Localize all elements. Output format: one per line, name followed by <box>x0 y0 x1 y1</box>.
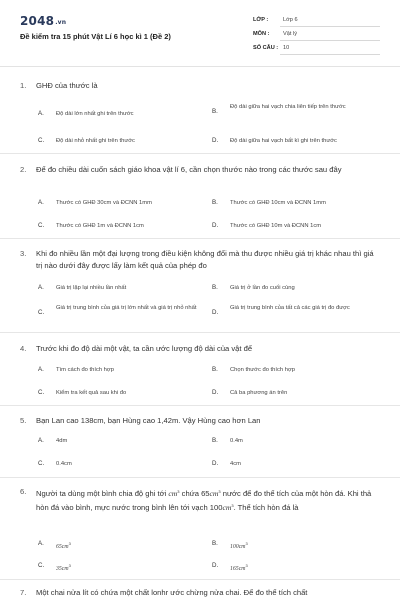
option-b[interactable]: B. Độ dài giữa hai vạch chia liên tiếp trên thước <box>212 104 346 115</box>
question-divider <box>0 477 400 478</box>
divider <box>280 40 380 41</box>
question-text: 7. Một chai nửa lít có chứa một chất lonhr ước chừng nửa chai. Để đo thể tích chất <box>20 588 308 597</box>
option-d[interactable]: D. $165cm^3$ <box>212 562 248 572</box>
question-divider <box>0 153 400 154</box>
question-divider <box>0 579 400 580</box>
option-a[interactable]: A. Thước có GHĐ 30cm và ĐCNN 1mm <box>38 199 152 206</box>
option-c[interactable]: C. Giá trị trung bình của giá trị lớn nhất và giá trị nhỏ nhất <box>38 305 197 316</box>
option-a[interactable]: A. Tìm cách đo thích hợp <box>38 366 114 373</box>
option-c[interactable]: C. Độ dài nhỏ nhất ghi trên thước <box>38 137 135 144</box>
question-divider <box>0 332 400 333</box>
exam-header <box>0 0 400 62</box>
option-b[interactable]: B. 0.4m <box>212 437 243 444</box>
option-a[interactable]: A. Độ dài lớn nhất ghi trên thước <box>38 110 134 117</box>
question-text: 2. Để đo chiều dài cuốn sách giáo khoa vật lí 6, cần chọn thước nào trong các thước sau đây <box>20 165 342 174</box>
option-d[interactable]: D. Thước có GHĐ 10m và ĐCNN 1cm <box>212 222 322 229</box>
question-count-info: SỐ CÂU : 10 <box>253 45 290 51</box>
option-b[interactable]: B. $100cm^3$ <box>212 540 248 550</box>
divider <box>280 26 380 27</box>
option-b[interactable]: B. Chọn thước đo thích hợp <box>212 366 295 373</box>
question-text: 3. Khi đo nhiều lần một đại lượng trong điều kiện không đổi mà thu được nhiều giá trị khác nhau thì giá trị nào dưới đây được lấy làm kết quả của phép đo <box>20 249 374 270</box>
question-divider <box>0 238 400 239</box>
question-2 <box>20 164 380 176</box>
subject-info: MÔN : Vật lý <box>253 31 297 37</box>
question-text: 4. Trước khi đo độ dài một vật, ta cần ước lượng độ dài của vật để <box>20 344 253 353</box>
question-7 <box>20 587 380 599</box>
question-6 <box>20 486 380 514</box>
question-3 <box>20 248 380 272</box>
option-b[interactable]: B. Giá trị ở lần đo cuối cùng <box>212 284 295 291</box>
class-info: LỚP : Lớp 6 <box>253 17 298 23</box>
option-c[interactable]: C. Kiểm tra kết quả sau khi đo <box>38 389 127 396</box>
header-divider <box>0 66 400 67</box>
option-c[interactable]: C. Thước có GHĐ 1m và ĐCNN 1cm <box>38 222 144 229</box>
option-a[interactable]: A. $65cm^3$ <box>38 540 71 550</box>
question-1 <box>20 80 380 92</box>
option-d[interactable]: D. Cả ba phương án trên <box>212 389 288 396</box>
question-text: 6. Người ta dùng một bình chia độ ghi tới $cm^3$ chứa $65cm^3$ nước để đo thể tích của một hòn đá. Khi thả hòn đá vào bình, mực nước trong bình lên tới vạch $100cm^3$. Thể tích hòn đá là <box>20 487 372 512</box>
option-c[interactable]: C. $35cm^3$ <box>38 562 71 572</box>
option-a[interactable]: A. 4dm <box>38 437 68 444</box>
question-4 <box>20 343 380 355</box>
option-c[interactable]: C. 0.4cm <box>38 460 72 467</box>
option-b[interactable]: B. Thước có GHĐ 10cm và ĐCNN 1mm <box>212 199 326 206</box>
question-5 <box>20 415 380 427</box>
option-d[interactable]: D. Giá trị trung bình của tất cả các giá trị đo được <box>212 305 350 316</box>
question-text: 1. GHĐ của thước là <box>20 81 98 90</box>
option-d[interactable]: D. Độ dài giữa hai vạch bất kì ghi trên thước <box>212 137 337 144</box>
question-divider <box>0 405 400 406</box>
divider <box>280 54 380 55</box>
exam-title: Đề kiểm tra 15 phút Vật Lí 6 học kì 1 (Đề 2) <box>20 32 171 41</box>
option-d[interactable]: D. 4cm <box>212 460 241 467</box>
question-text: 5. Bạn Lan cao 138cm, bạn Hùng cao 1,42m. Vậy Hùng cao hơn Lan <box>20 416 261 425</box>
option-a[interactable]: A. Giá trị lặp lại nhiều lần nhất <box>38 284 127 291</box>
site-logo[interactable]: 2048.vn <box>20 14 67 28</box>
